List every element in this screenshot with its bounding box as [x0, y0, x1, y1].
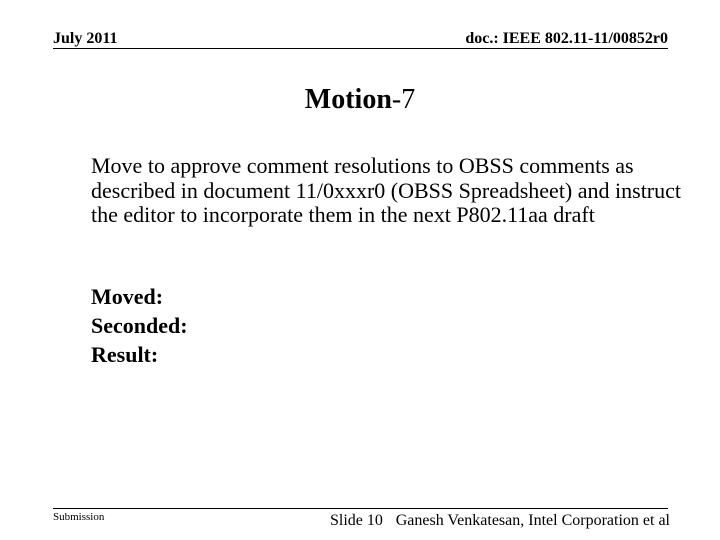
slide-title-suffix: -7 [391, 84, 416, 115]
header-date: July 2011 [53, 30, 118, 47]
slide-title-main: Motion [304, 84, 392, 115]
footer-author: Ganesh Venkatesan, Intel Corporation et al [395, 512, 670, 529]
result-label: Result: [91, 342, 159, 367]
footer-divider [53, 508, 668, 509]
header-divider [53, 48, 668, 49]
footer-slide-number: Slide 10 [330, 512, 383, 529]
seconded-label: Seconded: [91, 313, 188, 338]
slide-title [0, 83, 720, 117]
header-doc-id: doc.: IEEE 802.11-11/00852r0 [465, 30, 668, 47]
motion-fields [91, 282, 188, 369]
footer-submission: Submission [53, 511, 105, 523]
motion-text: Move to approve comment resolutions to OBSS comments as described in document 11/0xxxr0 (OBSS Spreadsheet) and instruct the editor to incorporate them in the next P802.11aa draft [91, 153, 682, 227]
moved-label: Moved: [91, 284, 164, 309]
